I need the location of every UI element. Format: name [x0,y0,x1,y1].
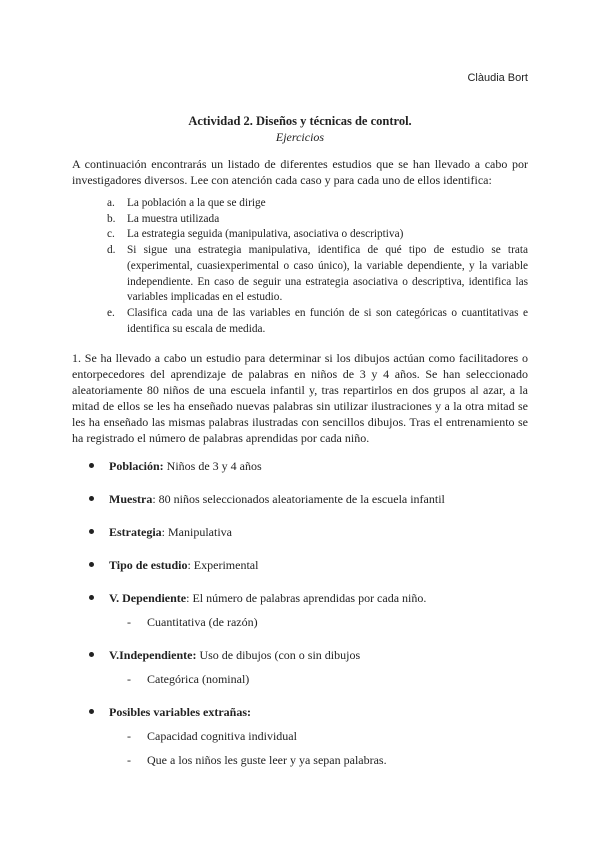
bullet-icon [89,529,94,534]
sub-item [109,614,528,630]
answer-label: V. Dependiente [109,591,187,605]
answer-tipo [72,557,528,573]
task-item [107,306,528,337]
sub-list [109,614,528,630]
task-text: Si sigue una estrategia manipulativa, identifica de qué tipo de estudio se trata (experimental, cuasiexperimental o caso único), la variable dependiente, y la variable independiente. En caso de seguir una estrategia asociativa o descriptiva, identifica las variables implicadas en el estudio. [127,244,528,304]
task-marker: e. [107,306,115,319]
answer-value: : 80 niños seleccionados aleatoriamente de la escuela infantil [152,492,445,506]
sub-item [109,728,528,744]
dash-icon: - [127,753,131,767]
task-item [107,196,528,212]
sub-item [109,752,528,768]
sub-text: Capacidad cognitiva individual [147,729,297,743]
bullet-icon [89,652,94,657]
answer-list [72,458,528,768]
answer-value: Niños de 3 y 4 años [163,459,262,473]
task-text: La estrategia seguida (manipulativa, asociativa o descriptiva) [127,228,404,241]
answer-extranas [72,704,528,768]
answer-poblacion [72,458,528,474]
answer-value: Uso de dibujos (con o sin dibujos [196,648,361,662]
dash-icon: - [127,729,131,743]
task-text: La muestra utilizada [127,212,220,225]
bullet-icon [89,463,94,468]
answer-value: : Experimental [187,558,259,572]
author-name: Clàudia Bort [467,72,528,84]
task-marker: b. [107,212,116,225]
answer-label: Estrategia [109,525,162,539]
dash-icon: - [127,615,131,629]
sub-text: Que a los niños les guste leer y ya sepan palabras. [147,753,387,767]
answer-label: V.Independiente: [109,648,197,662]
bullet-icon [89,709,94,714]
answer-estrategia [72,524,528,540]
document-subtitle: Ejercicios [275,130,325,144]
dash-icon: - [127,672,131,686]
task-marker: a. [107,197,115,209]
answer-value: : Manipulativa [161,525,232,539]
sub-list [109,728,528,768]
sub-item [109,671,528,687]
answer-value: : El número de palabras aprendidas por cada niño. [186,591,427,605]
task-list [107,196,528,337]
task-item [107,243,528,306]
task-marker: c. [107,228,115,241]
task-item [107,212,528,228]
sub-text: Categórica (nominal) [147,672,250,686]
answer-dependiente [72,590,528,630]
answer-independiente [72,647,528,687]
bullet-icon [89,496,94,501]
answer-label: Tipo de estudio [109,558,188,572]
answer-label: Población: [109,459,164,473]
answer-muestra [72,491,528,507]
bullet-icon [89,562,94,567]
task-marker: d. [107,244,116,257]
answer-label: Posibles variables extrañas: [109,705,251,719]
study-paragraph: 1. Se ha llevado a cabo un estudio para determinar si los dibujos actúan como facilitadores o entorpecedores del aprendizaje de palabras en niños de 3 y 4 años. Se han seleccionado aleatoriamente 80 niños de una escuela infantil y, tras repartirlos en dos grupos al azar, a la mitad de ellos se les ha enseñado nuevas palabras sin utilizar ilustraciones y a la otra mitad se les ha enseñado las mismas palabras ilustradas con sencillos dibujos. Tras el entrenamiento se ha registrado el número de palabras aprendidas por cada niño. [72,351,528,446]
answer-label: Muestra [109,492,153,506]
task-text: Clasifica cada una de las variables en función de si son categóricas o cuantitativas e identifica su escala de medida. [127,306,528,335]
sub-text: Cuantitativa (de razón) [147,615,258,629]
sub-list [109,671,528,687]
task-item [107,227,528,243]
document-title: Actividad 2. Diseños y técnicas de control. [188,114,412,128]
bullet-icon [89,595,94,600]
intro-paragraph: A continuación encontrarás un listado de diferentes estudios que se han llevado a cabo por investigadores diversos. Lee con atención cada caso y para cada uno de ellos identifica: [72,157,528,187]
task-text: La población a la que se dirige [127,197,266,209]
